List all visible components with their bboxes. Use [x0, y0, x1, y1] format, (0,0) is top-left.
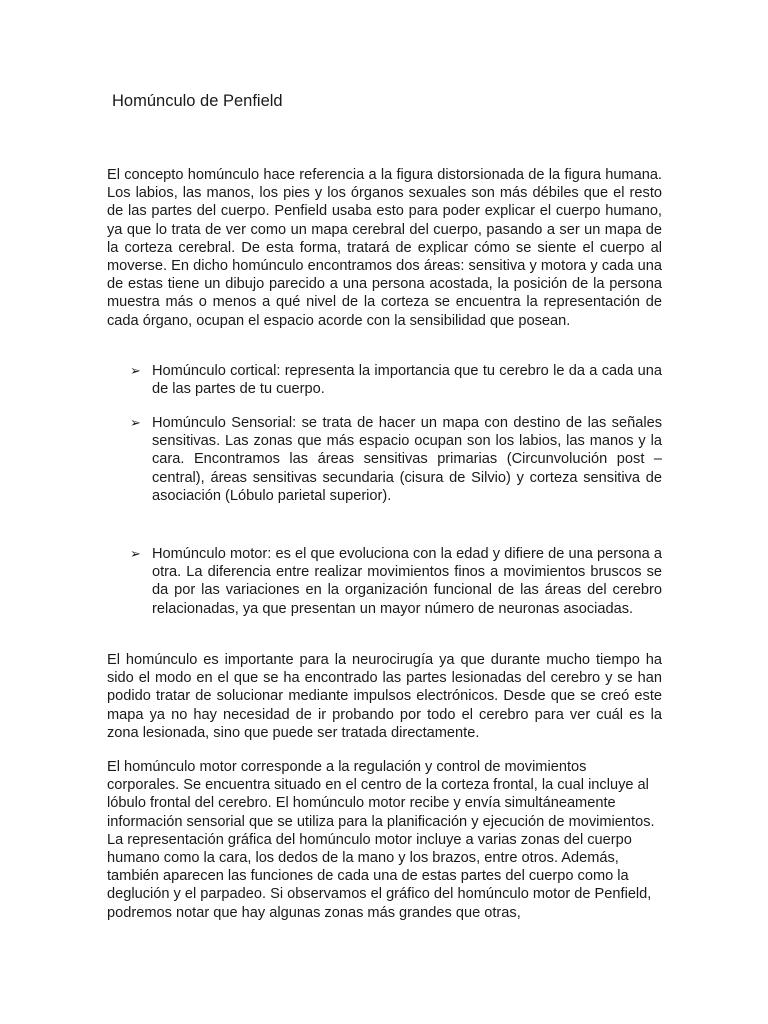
bullet-text: Homúnculo cortical: representa la importancia que tu cerebro le da a cada una de las partes de tu cuerpo. — [152, 363, 662, 398]
intro-paragraph: El concepto homúnculo hace referencia a la figura distorsionada de la figura humana. Los labios, las manos, los pies y los órganos sexuales son más débiles que el resto de las partes del cuerpo. Penfield usaba esto para poder explicar el cuerpo humano, ya que lo trata de ver como un mapa cerebral del cuerpo, pasando a ser un mapa de la corteza cerebral. De esta forma, tratará de explicar cómo se siente el cuerpo al moverse. En dicho homúnculo encontramos dos áreas: sensitiva y motora y cada una de estas tiene un dibujo parecido a una persona acostada, la posición de la persona muestra más o menos a qué nivel de la corteza se encuentra la representación de cada órgano, ocupan el espacio acorde con la sensibilidad que posean. — [107, 167, 662, 329]
paragraph-motor-homunculus: El homúnculo motor corresponde a la regulación y control de movimientos corporales. Se encuentra situado en el centro de la corteza frontal, la cual incluye al lóbulo frontal del cerebro. El homúnculo motor recibe y envía simultáneamente información sensorial que se utiliza para la planificación y ejecución de movimientos. La representación gráfica del homúnculo motor incluye a varias zonas del cuerpo humano como la cara, los dedos de la mano y los brazos, entre otros. Además, también aparecen las funciones de cada una de estas partes del cuerpo como la deglución y el parpadeo. Si observamos el gráfico del homúnculo motor de Penfield, podremos notar que hay algunas zonas más grandes que otras, — [107, 759, 655, 921]
arrow-bullet-icon: ➢ — [130, 415, 141, 430]
arrow-bullet-icon: ➢ — [130, 363, 141, 378]
bullet-text: Homúnculo Sensorial: se trata de hacer un mapa con destino de las señales sensitivas. Las zonas que más espacio ocupan son los labios, las manos y la cara. Encontramos las áreas sensitivas primarias (Circunvolución post – central), áreas sensitivas secundaria (cisura de Silvio) y corteza sensitiva de asociación (Lóbulo parietal superior). — [152, 415, 662, 504]
arrow-bullet-icon: ➢ — [130, 546, 141, 561]
document-title: Homúnculo de Penfield — [112, 92, 283, 110]
bullet-text: Homúnculo motor: es el que evoluciona con la edad y difiere de una persona a otra. La diferencia entre realizar movimientos finos a movimientos bruscos se da por las variaciones en la organización funcional de las áreas del cerebro relacionadas, ya que presentan un mayor número de neuronas asociadas. — [152, 546, 662, 617]
paragraph-neurosurgery: El homúnculo es importante para la neurocirugía ya que durante mucho tiempo ha sido el modo en el que se ha encontrado las partes lesionadas del cerebro y se han podido tratar de solucionar mediante impulsos electrónicos. Desde que se creó este mapa ya no hay necesidad de ir probando por todo el cerebro para ver cuál es la zona lesionada, sino que puede ser tratada directamente. — [107, 652, 662, 741]
